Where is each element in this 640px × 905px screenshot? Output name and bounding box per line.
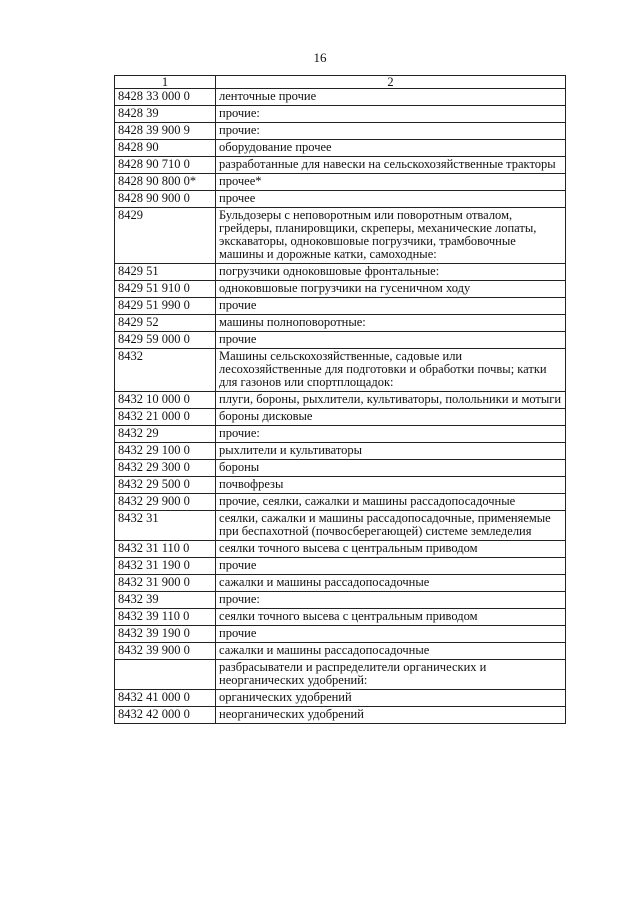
table-row [115,174,566,191]
table-row [115,626,566,643]
description-cell: органических удобрений [216,690,566,707]
tariff-code-cell: 8432 29 100 0 [115,443,216,460]
tariff-code-cell: 8429 51 [115,264,216,281]
table-row [115,123,566,140]
table-row [115,191,566,208]
tariff-code-cell: 8429 51 910 0 [115,281,216,298]
description-cell: неорганических удобрений [216,707,566,724]
description-cell: плуги, бороны, рыхлители, культиваторы, полольники и мотыги [216,392,566,409]
code-table [114,75,566,724]
table-row [115,494,566,511]
table-row [115,208,566,264]
tariff-code-cell: 8432 29 300 0 [115,460,216,477]
description-cell: рыхлители и культиваторы [216,443,566,460]
description-cell: прочие: [216,426,566,443]
table-row [115,298,566,315]
table-row [115,592,566,609]
header-row [115,76,566,89]
table-row [115,157,566,174]
description-cell: прочее* [216,174,566,191]
tariff-code-cell: 8428 39 900 9 [115,123,216,140]
description-cell: разбрасыватели и распределители органических и неорганических удобрений: [216,660,566,690]
tariff-code-cell: 8432 39 190 0 [115,626,216,643]
table-row [115,392,566,409]
column-header-2: 2 [216,76,566,89]
page-number: 16 [313,50,327,65]
table-row [115,332,566,349]
description-cell: прочие [216,626,566,643]
tariff-code-cell: 8428 39 [115,106,216,123]
tariff-code-cell: 8432 [115,349,216,392]
tariff-code-cell: 8428 33 000 0 [115,89,216,106]
table-row [115,609,566,626]
description-cell: одноковшовые погрузчики на гусеничном ходу [216,281,566,298]
table-row [115,443,566,460]
tariff-code-cell [115,660,216,690]
description-cell: прочие: [216,123,566,140]
description-cell: сеялки точного высева с центральным приводом [216,541,566,558]
tariff-code-cell: 8428 90 710 0 [115,157,216,174]
description-cell: ленточные прочие [216,89,566,106]
table-row [115,264,566,281]
tariff-code-cell: 8432 10 000 0 [115,392,216,409]
tariff-code-cell: 8432 41 000 0 [115,690,216,707]
table-row [115,575,566,592]
description-cell: почвофрезы [216,477,566,494]
tariff-code-cell: 8432 31 110 0 [115,541,216,558]
table-row [115,477,566,494]
tariff-code-cell: 8429 52 [115,315,216,332]
table-row [115,89,566,106]
description-cell: погрузчики одноковшовые фронтальные: [216,264,566,281]
tariff-code-cell: 8428 90 900 0 [115,191,216,208]
tariff-code-cell: 8432 39 110 0 [115,609,216,626]
tariff-code-cell: 8432 31 900 0 [115,575,216,592]
description-cell: машины полноповоротные: [216,315,566,332]
description-cell: прочие [216,558,566,575]
tariff-code-cell: 8432 39 900 0 [115,643,216,660]
tariff-code-cell: 8432 29 900 0 [115,494,216,511]
description-cell: разработанные для навески на сельскохозяйственные тракторы [216,157,566,174]
tariff-code-cell: 8429 51 990 0 [115,298,216,315]
table-row [115,281,566,298]
table-row [115,140,566,157]
table-row [115,349,566,392]
column-header-1: 1 [115,76,216,89]
tariff-code-cell: 8432 21 000 0 [115,409,216,426]
tariff-code-cell: 8429 59 000 0 [115,332,216,349]
description-cell: сеялки, сажалки и машины рассадопосадочные, применяемые при беспахотной (почвосберегающей) системе земледелия [216,511,566,541]
table-row [115,426,566,443]
table-row [115,106,566,123]
description-cell: Бульдозеры с неповоротным или поворотным отвалом, грейдеры, планировщики, скреперы, механические лопаты, экскаваторы, одноковшовые погрузчики, трамбовочные машины и дорожные катки, самоходные: [216,208,566,264]
description-cell: прочие: [216,592,566,609]
tariff-code-cell: 8428 90 [115,140,216,157]
table-row [115,558,566,575]
tariff-code-cell: 8432 31 [115,511,216,541]
tariff-code-cell: 8432 42 000 0 [115,707,216,724]
description-cell: прочие [216,298,566,315]
tariff-code-cell: 8429 [115,208,216,264]
description-cell: Машины сельскохозяйственные, садовые или лесохозяйственные для подготовки и обработки почвы; катки для газонов или спортплощадок: [216,349,566,392]
description-cell: сажалки и машины рассадопосадочные [216,643,566,660]
table-row [115,409,566,426]
table-body [115,89,566,724]
description-cell: прочее [216,191,566,208]
description-cell: бороны [216,460,566,477]
description-cell: оборудование прочее [216,140,566,157]
table-row [115,707,566,724]
tariff-code-cell: 8432 29 500 0 [115,477,216,494]
table-row [115,690,566,707]
table-row [115,541,566,558]
table-row [115,511,566,541]
table-row [115,460,566,477]
description-cell: прочие, сеялки, сажалки и машины рассадопосадочные [216,494,566,511]
description-cell: сеялки точного высева с центральным приводом [216,609,566,626]
description-cell: сажалки и машины рассадопосадочные [216,575,566,592]
description-cell: прочие [216,332,566,349]
description-cell: прочие: [216,106,566,123]
tariff-code-cell: 8432 39 [115,592,216,609]
tariff-code-cell: 8428 90 800 0* [115,174,216,191]
table-row [115,660,566,690]
tariff-code-cell: 8432 29 [115,426,216,443]
tariff-code-cell: 8432 31 190 0 [115,558,216,575]
table-row [115,643,566,660]
description-cell: бороны дисковые [216,409,566,426]
table-row [115,315,566,332]
